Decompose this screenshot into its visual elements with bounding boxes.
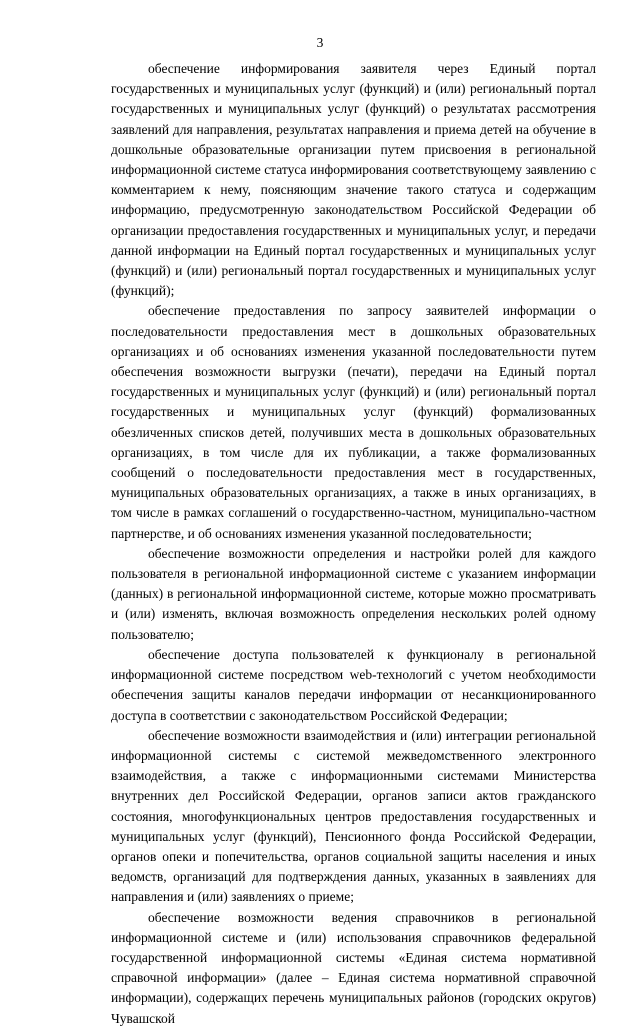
paragraph-reference-books: обеспечение возможности ведения справочников в региональной информационной системе и (или) использования справочников федеральной государственной информационной системы «Единая система нормативной справочной информации» (далее – Единая система нормативной справочной информации), содержащих перечень муниципальных районов (городских округов) Чувашской bbox=[111, 909, 596, 1026]
page-number: 3 bbox=[316, 35, 324, 50]
paragraph-informing-applicant: обеспечение информирования заявителя через Единый портал государственных и муниципальных услуг (функций) и (или) региональный портал государственных и муниципальных услуг (функций) о результатах рассмотрения заявлений для направления, результатах направления и приема детей на обучение в дошкольные образовательные организации путем присвоения в региональной информационной системе статуса информирования соответствующему заявлению с комментарием к нему, поясняющим значение такого статуса и содержащим информацию, предусмотренную законодательством Российской Федерации об организации предоставления государственных и муниципальных услуг, и передачи данной информации на Единый портал государственных и муниципальных услуг (функций) и (или) региональный портал государственных и муниципальных услуг (функций); bbox=[111, 61, 596, 299]
document-body bbox=[111, 59, 596, 1029]
paragraph-interaction-integration: обеспечение возможности взаимодействия и (или) интеграции региональной информационной системы с системой межведомственного электронного взаимодействия, а также с информационными системами Министерства внутренних дел Российской Федерации, органов записи актов гражданского состояния, многофункциональных центров предоставления государственных и муниципальных услуг (функций), Пенсионного фонда Российской Федерации, органов опеки и попечительства, органов социальной защиты населения и иных ведомств, организаций для подтверждения данных, указанных в заявлениях для направления и (или) заявлениях о приеме; bbox=[111, 727, 596, 905]
paragraph-web-access: обеспечение доступа пользователей к функционалу в региональной информационной системе посредством web-технологий с учетом необходимости обеспечения защиты каналов передачи информации от несанкционированного доступа в соответствии с законодательством Российской Федерации; bbox=[111, 646, 596, 723]
paragraph-user-roles: обеспечение возможности определения и настройки ролей для каждого пользователя в региональной информационной системе с указанием информации (данных) в региональной информационной системе, которые можно просматривать и (или) изменять, включая возможность определения нескольких ролей одному пользователю; bbox=[111, 545, 596, 642]
paragraph-queue-information: обеспечение предоставления по запросу заявителей информации о последовательности предоставления мест в дошкольных образовательных организациях и об основаниях изменения указанной последовательности путем обеспечения возможности выгрузки (печати), передачи на Единый портал государственных и муниципальных услуг (функций) и (или) региональный портал государственных и муниципальных услуг (функций) формализованных обезличенных списков детей, получивших места в дошкольных образовательных организациях, в том числе для их публикации, а также формализованных сообщений о последовательности предоставления мест в государственных, муниципальных образовательных организациях, а также в иных организациях, в том числе в рамках соглашений о государственно-частном, муниципально-частном партнерстве, и об основаниях изменения указанной последовательности; bbox=[111, 303, 596, 541]
